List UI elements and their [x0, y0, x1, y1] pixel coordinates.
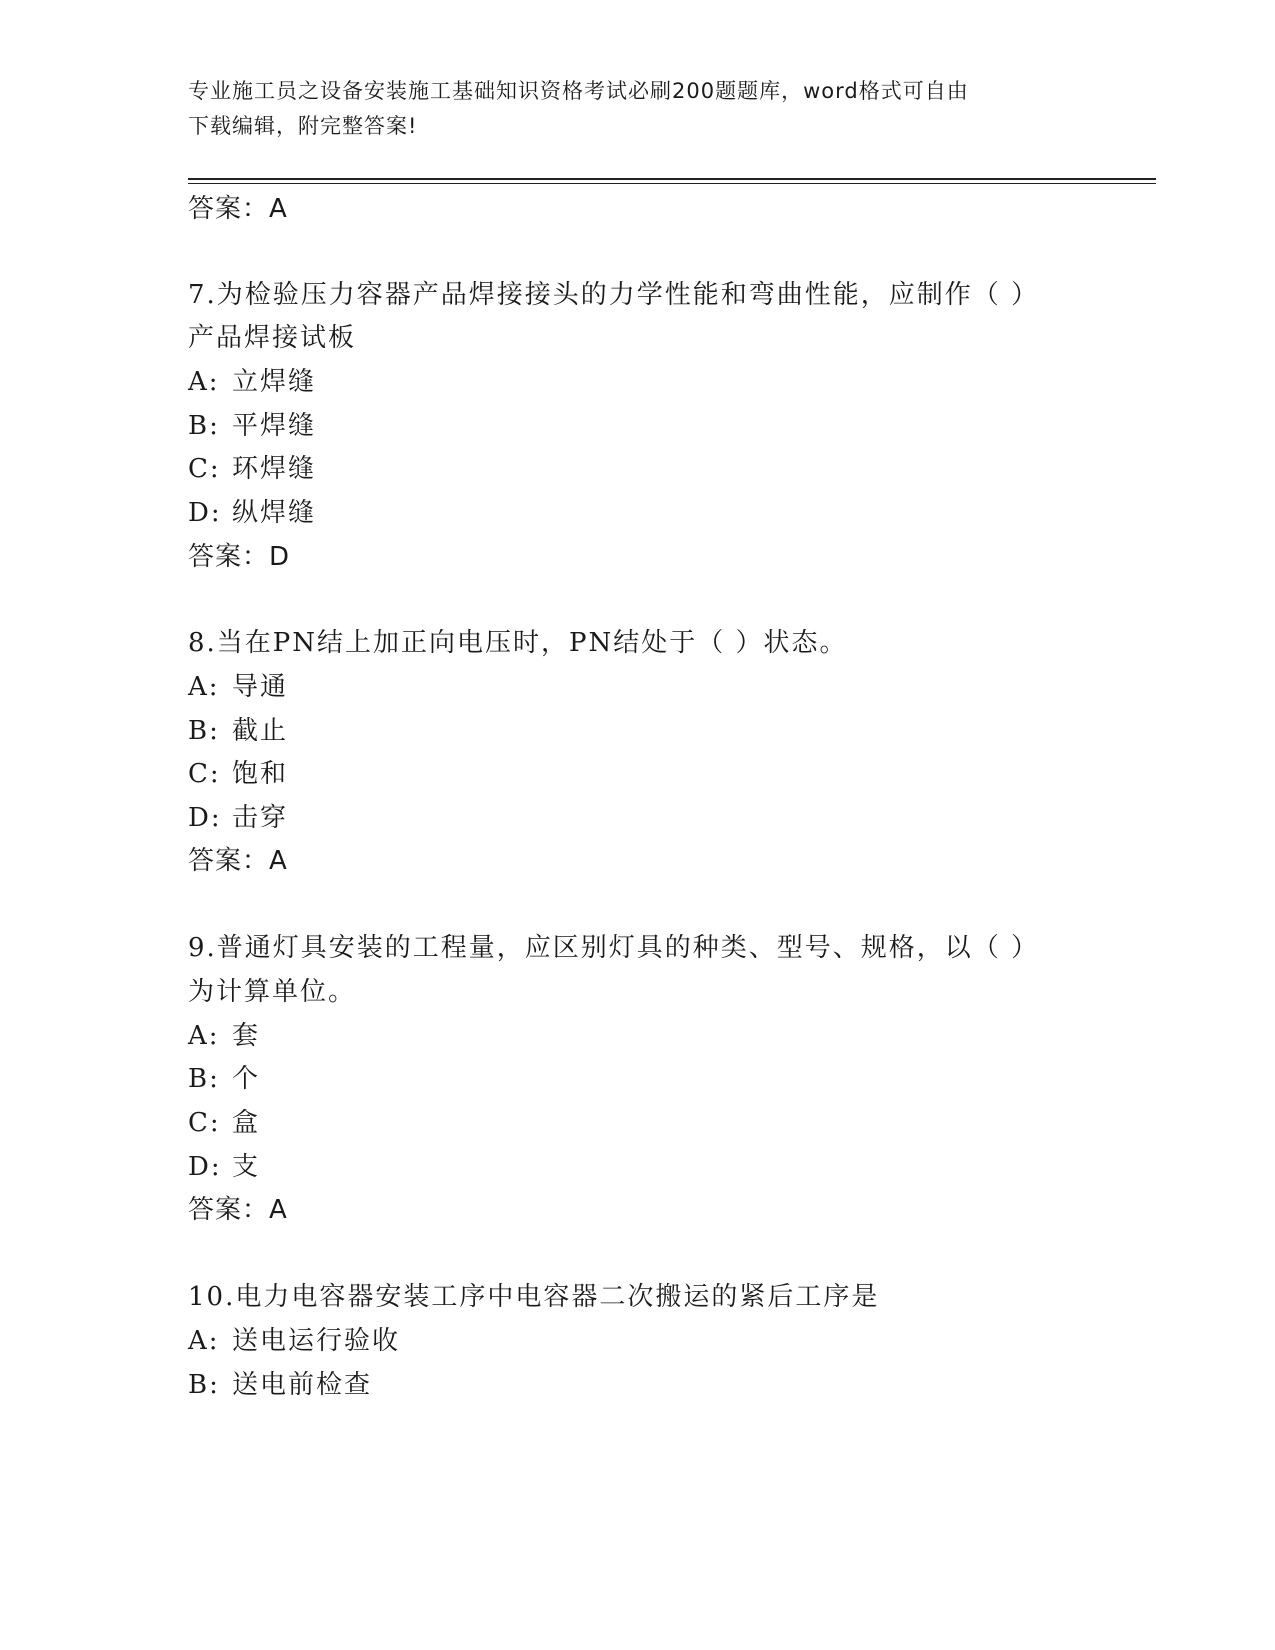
option-text: 导通	[232, 672, 289, 702]
document-header	[188, 74, 1068, 144]
question-9-option-c	[188, 1102, 260, 1139]
header-line-1: 专业施工员之设备安装施工基础知识资格考试必刷200题题库，word格式可自由	[188, 79, 969, 103]
option-text: 击穿	[232, 803, 289, 833]
header-divider-thick	[188, 178, 1156, 180]
option-key: C:	[188, 759, 221, 789]
option-key: C:	[188, 454, 221, 484]
question-7-stem-line-1: 7.为检验压力容器产品焊接接头的力学性能和弯曲性能，应制作（ ）	[188, 280, 1040, 310]
option-key: D:	[188, 498, 222, 528]
answer-q6: 答案：A	[188, 194, 288, 224]
option-text: 立焊缝	[232, 367, 317, 397]
option-text: 支	[232, 1152, 261, 1182]
question-10-option-a	[188, 1320, 400, 1357]
question-9-option-d	[188, 1146, 260, 1183]
option-text: 个	[232, 1064, 261, 1094]
option-key: A:	[188, 367, 220, 397]
option-text: 盒	[232, 1108, 261, 1138]
question-7-option-d	[188, 492, 316, 529]
question-8-stem-line-1: 8.当在PN结上加正向电压时，PN结处于（ ）状态。	[188, 628, 848, 658]
option-text: 环焊缝	[232, 454, 317, 484]
option-text: 送电前检查	[232, 1370, 373, 1400]
option-key: B:	[188, 1064, 220, 1094]
option-key: B:	[188, 716, 220, 746]
question-7-option-a	[188, 361, 316, 398]
question-8-option-c	[188, 753, 288, 790]
option-text: 饱和	[232, 759, 289, 789]
option-text: 送电运行验收	[232, 1326, 401, 1356]
option-key: B:	[188, 411, 220, 441]
option-text: 套	[232, 1021, 261, 1051]
header-line-2: 下载编辑，附完整答案!	[188, 114, 418, 138]
option-key: B:	[188, 1370, 220, 1400]
option-key: D:	[188, 1152, 222, 1182]
question-9-option-b	[188, 1058, 260, 1095]
question-8-option-d	[188, 797, 288, 834]
question-9-stem-line-2: 为计算单位。	[188, 977, 357, 1007]
option-key: C:	[188, 1108, 221, 1138]
answer-q9: 答案：A	[188, 1195, 288, 1225]
option-text: 平焊缝	[232, 411, 317, 441]
question-7-option-c	[188, 448, 316, 485]
option-key: D:	[188, 803, 222, 833]
option-key: A:	[188, 1326, 220, 1356]
question-8-option-a	[188, 666, 288, 703]
question-9-option-a	[188, 1015, 260, 1052]
question-10-stem-line-1: 10.电力电容器安装工序中电容器二次搬运的紧后工序是	[188, 1282, 880, 1312]
question-8-option-b	[188, 710, 288, 747]
option-text: 截止	[232, 716, 289, 746]
question-7-stem-line-2: 产品焊接试板	[188, 323, 357, 353]
answer-q8: 答案：A	[188, 846, 288, 876]
question-7-option-b	[188, 405, 316, 442]
question-9-stem-line-1: 9.普通灯具安装的工程量，应区别灯具的种类、型号、规格，以（ ）	[188, 933, 1040, 963]
answer-q7: 答案：D	[188, 542, 291, 572]
option-key: A:	[188, 672, 220, 702]
header-divider-thin	[188, 183, 1156, 184]
option-text: 纵焊缝	[232, 498, 317, 528]
question-10-option-b	[188, 1364, 372, 1401]
option-key: A:	[188, 1021, 220, 1051]
